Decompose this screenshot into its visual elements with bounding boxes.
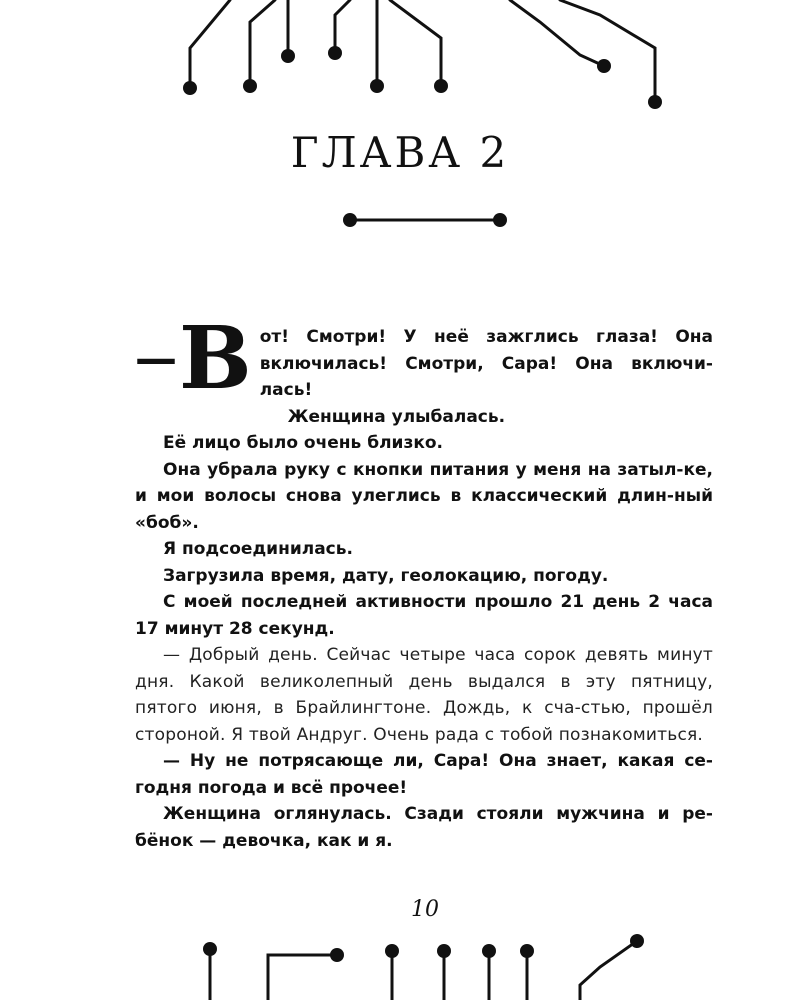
paragraph-3: Её лицо было очень близко. — [163, 433, 443, 453]
paragraph-4: Она убрала руку с кнопки питания у меня на затыл-ке, и мои волосы снова улеглись в классический длин-ный «боб». — [135, 459, 713, 533]
paragraph-6: Загрузила время, дату, геолокацию, погоду. — [163, 565, 609, 586]
chapter-body — [135, 308, 713, 854]
page-number: 10 — [411, 897, 439, 922]
circuit-decoration-top — [0, 0, 800, 115]
paragraph-10: Женщина оглянулась. Сзади стояли мужчина и ре-бёнок — девочка, как и я. — [135, 804, 713, 851]
paragraph-8-android-speech: — Добрый день. Сейчас четыре часа сорок девять минут дня. Какой великолепный день выдался в эту пятницу, пятого июня, в Брайлингтоне. Дождь, к сча-стью, прошёл стороной. Я твой Андруг. Очень рада с тобой познакомиться. — [135, 645, 713, 745]
title-underline-ornament — [335, 205, 515, 235]
paragraph-1 — [135, 308, 713, 409]
paragraph-7: С моей последней активности прошло 21 день 2 часа 17 минут 28 секунд. — [135, 592, 713, 639]
paragraph-9: — Ну не потрясающе ли, Сара! Она знает, какая се-годня погода и всё прочее! — [135, 751, 713, 798]
drop-cap-letter: В — [179, 308, 252, 409]
drop-cap — [135, 308, 252, 409]
drop-cap-dash: — — [135, 334, 177, 383]
paragraph-2: Женщина улыбалась. — [287, 406, 506, 427]
paragraph-5: Я подсоединилась. — [163, 539, 353, 559]
circuit-decoration-bottom — [0, 925, 800, 1000]
chapter-title: ГЛАВА 2 — [290, 128, 510, 177]
paragraph-text: от! Смотри! У неё зажглись глаза! Она включилась! Смотри, Сара! Она включи-лась! — [259, 327, 713, 400]
